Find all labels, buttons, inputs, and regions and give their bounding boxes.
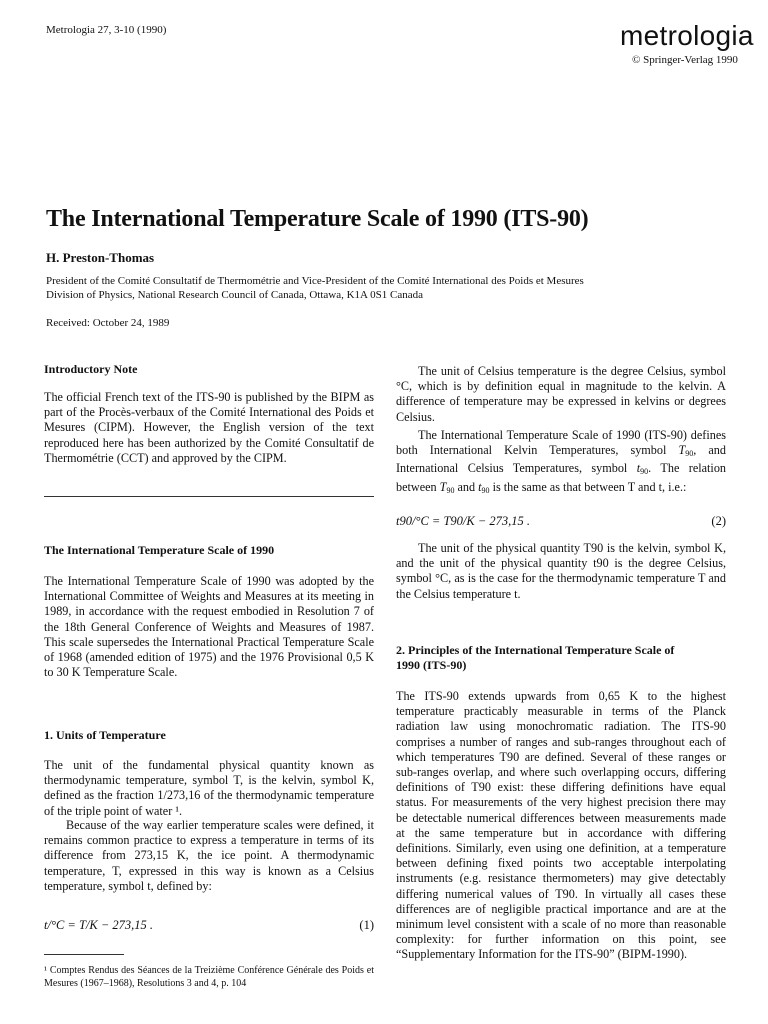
unit-text: The unit of the physical quantity T90 is the kelvin, symbol K, and the unit of the physical quantity t90 is the degree Celsius, symbol °C, as is the case for the thermodynamic temperature T and the Celsius temperature t.: [396, 541, 726, 601]
citation: Metrologia 27, 3-10 (1990): [46, 24, 167, 36]
units-heading: 1. Units of Temperature: [44, 728, 166, 742]
affiliation-line-2: Division of Physics, National Research Council of Canada, Ottawa, K1A 0S1 Canada: [46, 289, 423, 301]
footnote: ¹ Comptes Rendus des Séances de la Treizième Conférence Générale des Poids et Mesures (1967–1968), Resolutions 3 and 4, p. 104: [44, 965, 374, 989]
its-heading: The International Temperature Scale of 1990: [44, 543, 275, 557]
its90-text: [396, 428, 726, 498]
equation-1-expr: t/°C = T/K − 273,15 .: [44, 918, 154, 932]
its90-text-part: , and International Celsius Temperatures, symbol: [396, 443, 726, 476]
author: H. Preston-Thomas: [46, 250, 155, 265]
units-text-1: The unit of the fundamental physical quantity known as thermodynamic temperature, symbol T, is the kelvin, symbol K, defined as the fraction 1/273,16 of the thermodynamic temperature of the triple point of water ¹.: [44, 758, 374, 818]
subscript-90: 90: [481, 485, 490, 495]
symbol-t: t: [636, 461, 641, 476]
its90-text-part: The International Temperature Scale of 1990 (ITS-90) defines both International Kelvin Temperatures, symbol: [396, 428, 726, 458]
affiliation: [46, 274, 726, 302]
paper-title: The International Temperature Scale of 1990 (ITS-90): [46, 206, 589, 232]
its-text: The International Temperature Scale of 1990 was adopted by the International Committee of Weights and Measures at its meeting in 1989, in accordance with the request embodied in Resolution 7 of the 18th General Conference of Weights and Measures of 1987. This scale supersedes the International Practical Temperature Scale of 1968 (amended edition of 1975) and the 1976 Provisional 0,5 K to 30 K Temperature Scale.: [44, 574, 374, 680]
symbol-T: T: [439, 479, 447, 494]
footnote-rule: [44, 954, 124, 955]
intro-text: The official French text of the ITS-90 is published by the BIPM as part of the Procès-verbaux of the Comité International des Poids et Mesures (CIPM). However, the English version of the text reproduced here has been authorized by the Comité Consultatif de Thermométrie (CCT) and approved by the CIPM.: [44, 390, 374, 465]
principles-heading: 2. Principles of the International Temperature Scale of 1990 (ITS-90): [396, 643, 675, 672]
section-divider: [44, 496, 374, 497]
its90-text-part: . The relation between: [396, 461, 727, 494]
subscript-90: 90: [446, 485, 455, 495]
affiliation-line-1: President of the Comité Consultatif de Thermométrie and Vice-President of the Comité International des Poids et Mesures: [46, 275, 584, 287]
subscript-90: 90: [640, 467, 649, 477]
symbol-t: t: [478, 479, 482, 494]
principles-text: The ITS-90 extends upwards from 0,65 K to the highest temperature practicably measurable in terms of the Planck radiation law using monochromatic radiation. The ITS-90 comprises a number of ranges and sub-ranges throughout each of which temperatures T90 are defined. Several of these ranges or sub-ranges overlap, and where such overlapping occurs, differing definitions of T90 exist: these differing definitions have equal status. For measurements of the very highest precision there may be detectable numerical differences between measurements made at the same temperature but in accordance with differing definitions. Similarly, even using one definition, at a temperature between defining fixed points two acceptable interpolating instruments (e.g. resistance thermometers) may give detectably differing numerical values of T90. In virtually all cases these differences are of negligible practical importance and are at the minimum level consistent with a scale of no more than reasonable complexity: for further information on this point, see “Supplementary Information for the ITS-90” (BIPM-1990).: [396, 689, 726, 962]
equation-1-number: (1): [359, 918, 374, 932]
equation-1: [44, 918, 374, 933]
symbol-T: T: [678, 443, 686, 458]
subscript-90: 90: [685, 449, 694, 459]
received-date: Received: October 24, 1989: [46, 317, 170, 329]
equation-2-number: (2): [711, 514, 726, 528]
journal-name: metrologia: [620, 20, 754, 51]
publisher: © Springer-Verlag 1990: [632, 54, 738, 66]
intro-heading: Introductory Note: [44, 362, 138, 376]
its90-text-part: and: [454, 479, 479, 494]
units-text-2: Because of the way earlier temperature scales were defined, it remains common practice to express a temperature in terms of its difference from 273,15 K, the ice point. A thermodynamic temperature, T, expressed in this way is known as a Celsius temperature, symbol t, defined by:: [44, 818, 374, 893]
equation-2-expr: t90/°C = T90/K − 273,15 .: [396, 514, 531, 528]
equation-2: [396, 514, 726, 529]
its90-text-part: is the same as that between T and t, i.e.:: [489, 479, 687, 494]
celsius-text: The unit of Celsius temperature is the degree Celsius, symbol °C, which is by definition equal in magnitude to the kelvin. A difference of temperature may be expressed in kelvins or degrees Celsius.: [396, 364, 726, 424]
